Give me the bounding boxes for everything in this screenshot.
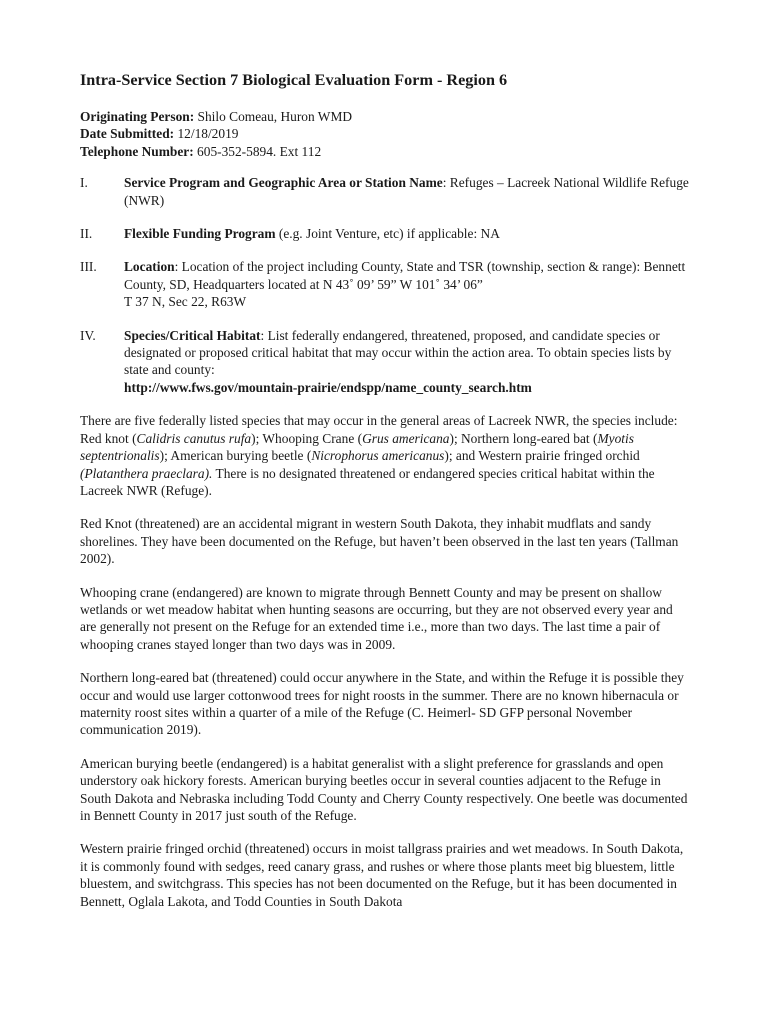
section-text: : Location of the project including County, State and TSR (township, section & range): Bennett County, SD, Headquarters located at N 43˚ 09’ 59” W 101˚ 34’ 06” [124, 259, 686, 292]
section-iii [80, 258, 692, 310]
species-name: (Platanthera praeclara). [80, 465, 213, 481]
originating-person [80, 108, 692, 125]
section-text: (e.g. Joint Venture, etc) if applicable: NA [275, 226, 500, 242]
species-list-link[interactable]: http://www.fws.gov/mountain-prairie/endspp/name_county_search.htm [124, 379, 532, 395]
bat-paragraph: Northern long-eared bat (threatened) could occur anywhere in the State, and within the Refuge it is possible they occur and would use larger cottonwood trees for night roosts in the summer. There are no known hibernacula or maternity roost sites within a quarter of a mile of the Refuge (C. Heimerl- SD GFP personal November communication 2019). [80, 670, 684, 738]
species-name: Calidris canutus rufa [136, 430, 252, 446]
section-i [80, 174, 692, 209]
telephone-number [80, 143, 692, 160]
species-intro-paragraph [80, 412, 692, 499]
species-name: Grus americana [362, 430, 450, 446]
page-title: Intra-Service Section 7 Biological Evaluation Form - Region 6 [80, 71, 508, 89]
originating-label: Originating Person: [80, 109, 195, 124]
section-text: : Refuges – Lacreek National Wildlife Refuge (NWR) [124, 175, 689, 208]
section-numeral: IV. [80, 327, 96, 343]
section-numeral: III. [80, 259, 97, 275]
township-range: T 37 N, Sec 22, R63W [124, 294, 247, 310]
intro-text: There are five federally listed species that may occur in the general areas of Lacreek NWR, the species include: Red knot ( [80, 413, 678, 446]
section-body [124, 225, 692, 242]
phone-value: 605-352-5894. Ext 112 [193, 143, 322, 159]
section-heading: Service Program and Geographic Area or Station Name [124, 175, 443, 191]
orchid-paragraph: Western prairie fringed orchid (threatened) occurs in moist tallgrass prairies and wet meadows. In South Dakota, it is commonly found with sedges, reed canary grass, and rushes or where those plants meet big bluestem, little bluestem, and switchgrass. This species has not been documented on the Refuge, but it has been documented in Bennett, Oglala Lakota, and Todd Counties in South Dakota [80, 841, 684, 909]
date-value: 12/18/2019 [174, 126, 239, 142]
date-submitted [80, 125, 692, 142]
date-label: Date Submitted: [80, 126, 175, 142]
section-heading: Species/Critical Habitat [124, 327, 261, 343]
section-body [124, 327, 692, 397]
intro-text: ); Northern long-eared bat ( [449, 430, 598, 446]
beetle-paragraph: American burying beetle (endangered) is a habitat generalist with a slight preference for grasslands and open understory oak hickory forests. American burying beetles occur in several counties adjacent to the Refuge in South Dakota and Nebraska including Todd County and Cherry County respectively. One beetle was documented in Bennett County in 2017 just south of the Refuge. [80, 755, 688, 823]
whooping-crane-paragraph: Whooping crane (endangered) are known to migrate through Bennett County and may be present on shallow wetlands or wet meadow habitat when hunting seasons are occurring, but they are not observed every year and are generally not present on the Refuge for an extended time i.e., more than two days. The last time a pair of whooping cranes stayed longer than two days was in 2009. [80, 584, 673, 652]
intro-text: ); Whooping Crane ( [251, 430, 363, 446]
section-heading: Flexible Funding Program [124, 226, 276, 242]
section-text: : List federally endangered, threatened, proposed, and candidate species or designated or proposed critical habitat that may occur within the action area. To obtain species lists by state and county: [124, 327, 672, 378]
section-numeral: II. [80, 226, 93, 242]
intro-text: There is no designated threatened or endangered species critical habitat within the Lacreek NWR (Refuge). [80, 465, 655, 498]
section-iv [80, 327, 692, 397]
section-numeral: I. [80, 175, 88, 191]
intro-text: ); and Western prairie fringed orchid [444, 448, 640, 464]
section-body [124, 174, 692, 209]
originating-value: Shilo Comeau, Huron WMD [194, 109, 353, 124]
species-name: Myotis septentrionalis [80, 430, 634, 464]
phone-label: Telephone Number: [80, 143, 194, 159]
section-ii [80, 225, 692, 242]
document-page [80, 70, 692, 926]
species-name: Nicrophorus americanus [311, 448, 445, 464]
intro-text: ); American burying beetle ( [159, 448, 312, 464]
section-body [124, 258, 692, 310]
form-header [80, 108, 692, 160]
red-knot-paragraph: Red Knot (threatened) are an accidental migrant in western South Dakota, they inhabit mudflats and sandy shorelines. They have been documented on the Refuge, but haven’t been observed in the last ten years (Tallman 2002). [80, 516, 679, 567]
section-heading: Location [124, 259, 175, 275]
